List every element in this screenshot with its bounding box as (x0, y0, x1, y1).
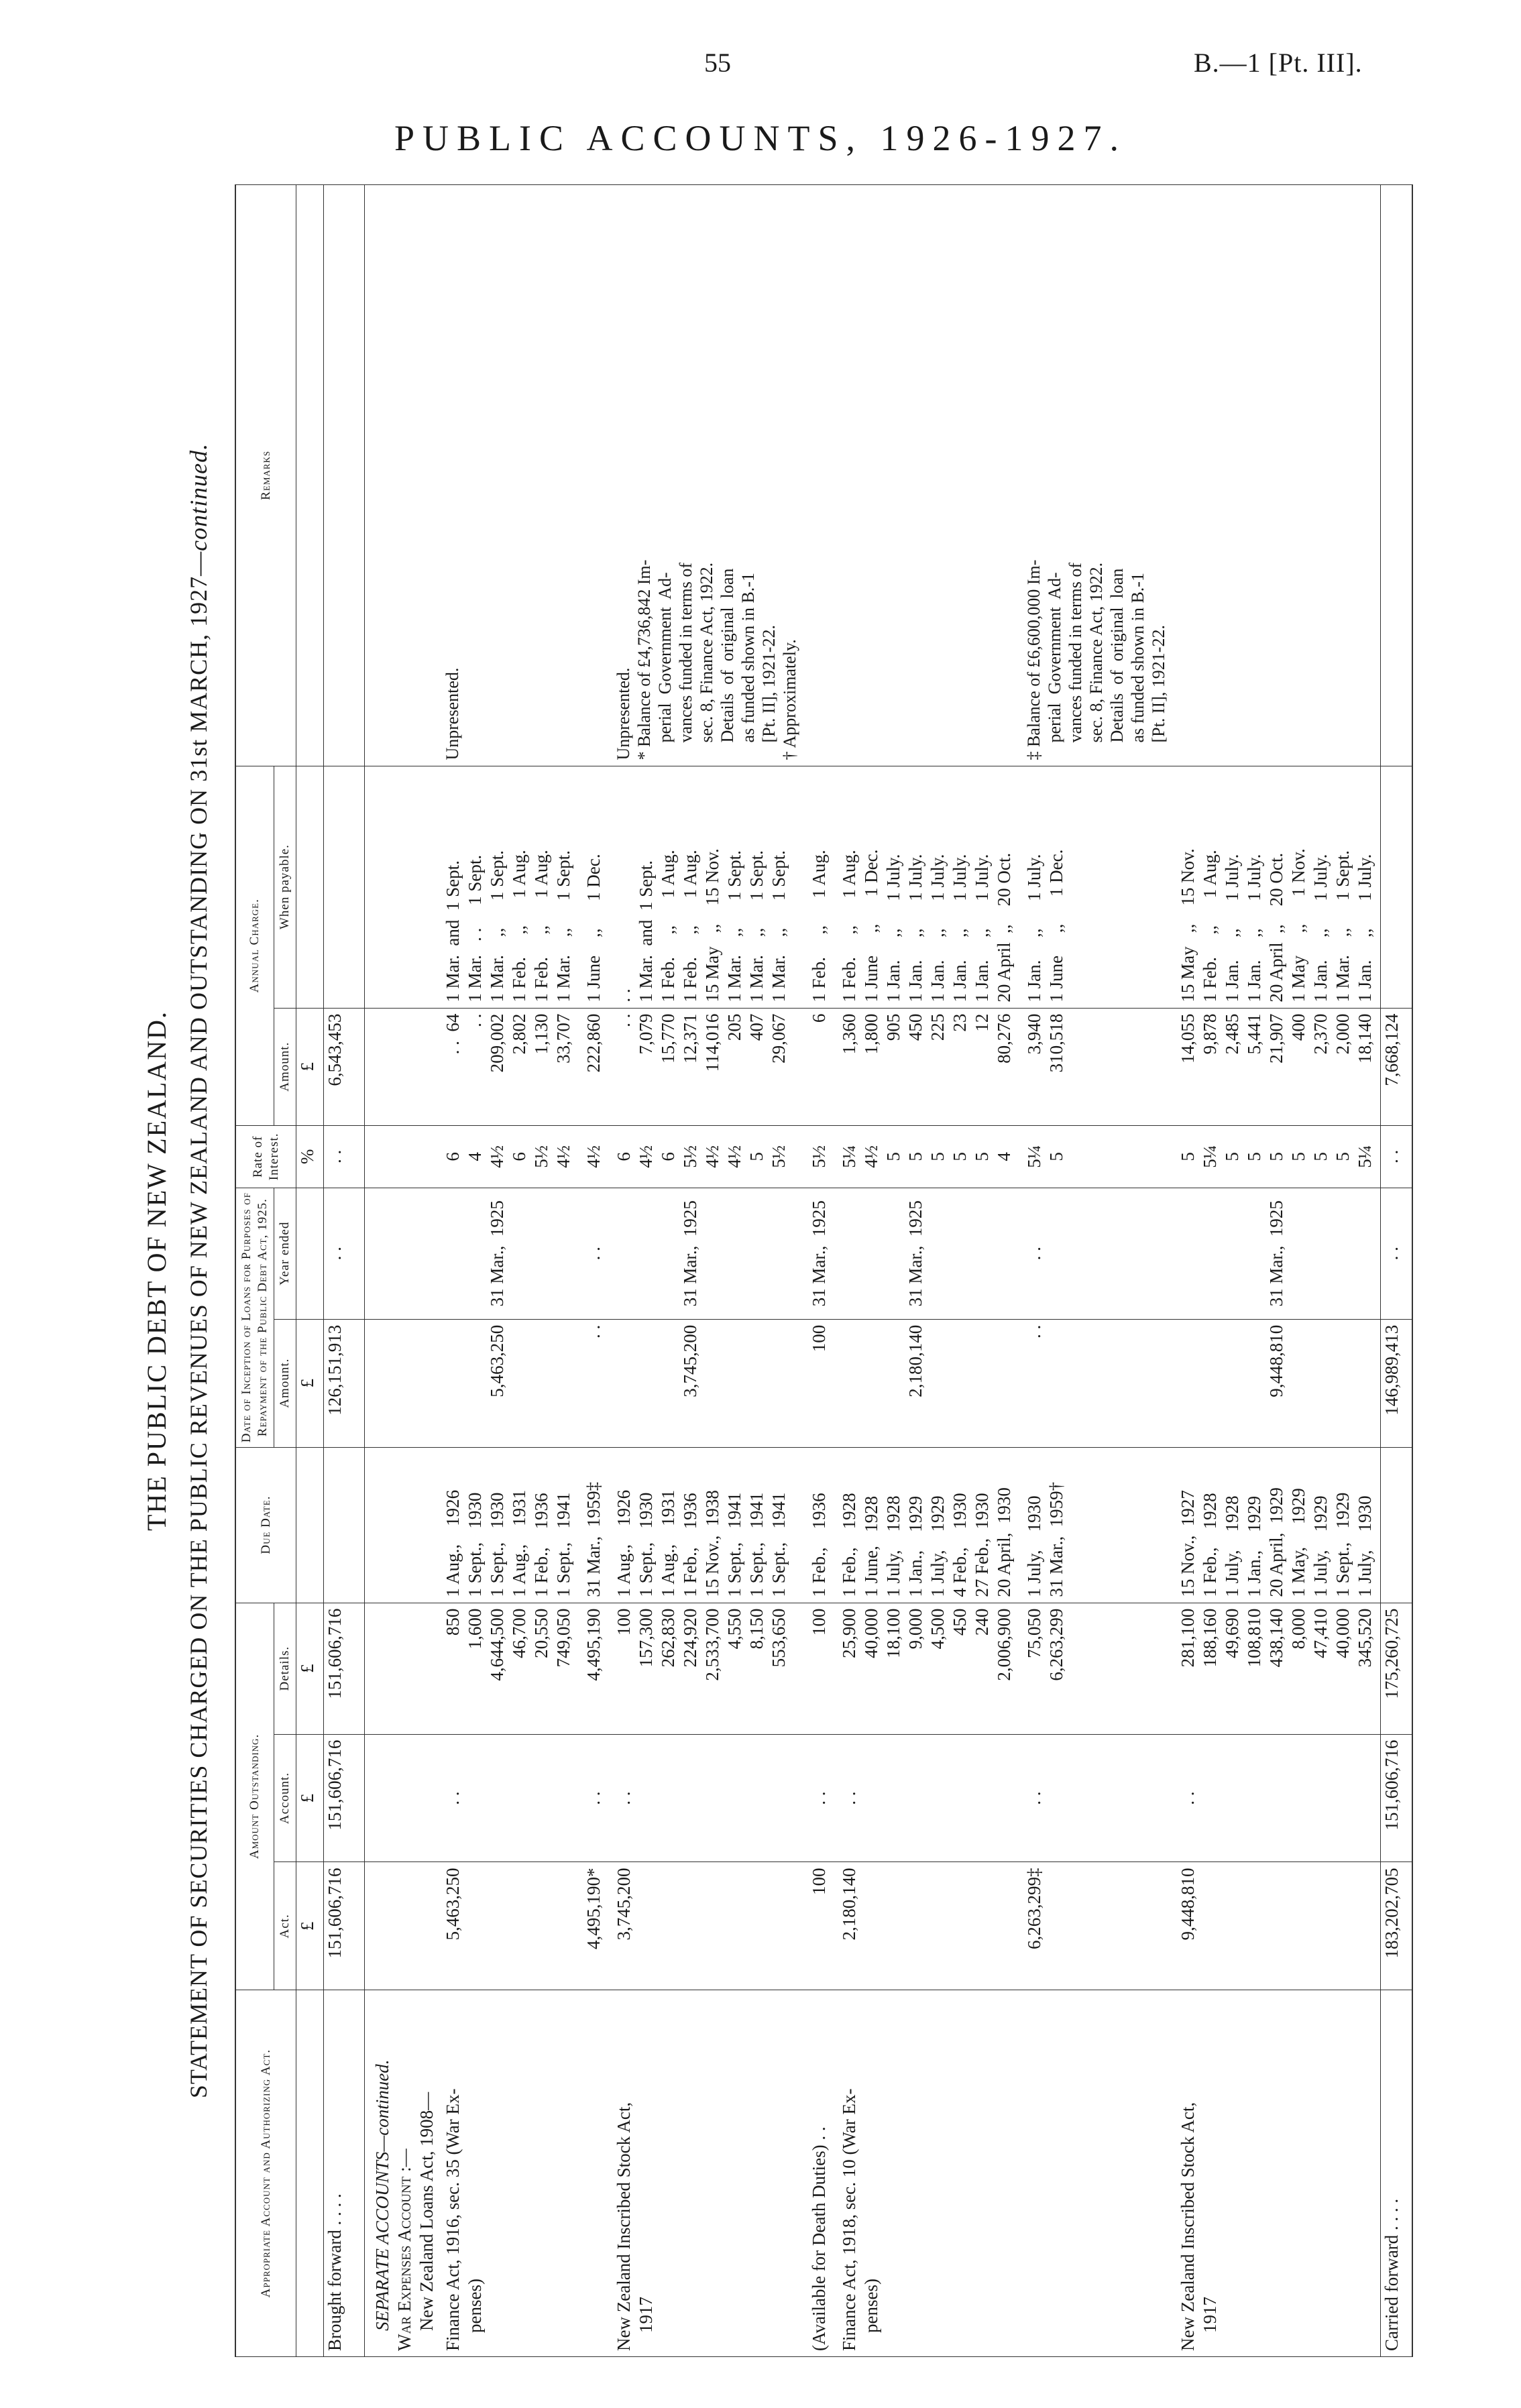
group-account: . . (579, 1734, 609, 1862)
col-due-date-header: Due Date. (235, 1447, 296, 1603)
nz-loans-heading: New Zealand Loans Act, 1908— (416, 2091, 437, 2331)
group-rows (438, 185, 1381, 2357)
group-due-dates: 1 Aug., 1926 1 Sept., 1930 1 Sept., 1930 1 Aug., 1931 1 Feb., 1936 1 Sept., 1941 (438, 1447, 579, 1603)
table-row (804, 185, 834, 2357)
table-row (1173, 185, 1381, 2357)
col-inception-amount-header: Amount. (274, 1319, 296, 1447)
brought-when (324, 766, 365, 1008)
units-act: £ (296, 1862, 324, 1990)
group-annual-amounts: . . 7,079 15,770 12,371 114,016 205 407 29,067 (609, 1008, 804, 1125)
group-inception-amount: . . (579, 1319, 609, 1447)
group-year-ended: 31 Mar., 1925 (609, 1188, 804, 1319)
group-inception-amount: 3,745,200 (609, 1319, 804, 1447)
group-rates: 5 5¼ 5 5 5 5 5 5 5¼ (1173, 1125, 1381, 1188)
group-due-dates: 1 Feb., 1936 (804, 1447, 834, 1603)
group-when-payable: 1 Feb. ,, 1 Aug. (804, 766, 834, 1008)
units-year (296, 1188, 324, 1319)
group-act: 4,495,190* (579, 1862, 609, 1990)
group-remarks (804, 185, 834, 766)
separate-accounts-heading: SEPARATE ACCOUNTS—continued. (372, 2059, 392, 2331)
brought-forward-row (324, 185, 365, 2357)
col-account-header: Appropriate Account and Authorizing Act. (235, 1990, 296, 2357)
group-due-dates: 1 July, 1930 31 Mar., 1959† (1019, 1447, 1173, 1603)
group-annual-amounts: 6 (804, 1008, 834, 1125)
units-due (296, 1447, 324, 1603)
group-remarks: Unpresented. * Balance of £4,736,842 Im- perial Government Ad- vances funded in terms of sec. 8, Finance Act, 1922. Details of original loan as funded shown in B.-1 [Pt. II], 1921-22. † Approximately. (609, 185, 804, 766)
group-remarks (834, 185, 1019, 766)
group-annual-amounts: . . 64 . . 209,002 2,802 1,130 33,707 (438, 1008, 579, 1125)
carried-inception-amount: 146,989,413 (1381, 1319, 1413, 1447)
col-details-header: Details. (274, 1603, 296, 1734)
table-row (1019, 185, 1173, 2357)
group-account: . . (1019, 1734, 1173, 1862)
brought-inception-amount: 126,151,913 (324, 1319, 365, 1447)
header-row-top (235, 185, 274, 2357)
group-label (579, 1990, 609, 2357)
group-when-payable: 1 Mar. and 1 Sept. 1 Mar. . . 1 Sept. 1 Mar. ,, 1 Sept. 1 Feb. ,, 1 Aug. 1 Feb. ,, 1 Aug. 1 Mar. ,, 1 Sept. (438, 766, 579, 1008)
brought-account: 151,606,716 (324, 1734, 365, 1862)
col-inception-header: Date of Inception of Loans for Purposes of Repayment of the Public Debt Act, 1925. (235, 1188, 274, 1447)
col-act-header: Act. (274, 1862, 296, 1990)
units-details: £ (296, 1603, 324, 1734)
carried-annual-amount: 7,668,124 (1381, 1008, 1413, 1125)
group-details: 100 157,300 262,830 224,920 2,533,700 4,550 8,150 553,650 (609, 1603, 804, 1734)
group-year-ended: 31 Mar., 1925 (1173, 1188, 1381, 1319)
group-annual-amounts: 3,940 310,518 (1019, 1008, 1173, 1125)
group-when-payable: 1 Feb. ,, 1 Aug. 1 June ,, 1 Dec. 1 Jan. ,, 1 July. 1 Jan. ,, 1 July. 1 Jan. ,, 1 July. 1 Jan. ,, 1 July. 1 Jan. ,, 1 July. 20 April ,, 20 Oct. (834, 766, 1019, 1008)
carried-act: 183,202,705 (1381, 1862, 1413, 1990)
group-label: (Available for Death Duties) . . (804, 1990, 834, 2357)
units-remarks (296, 185, 324, 766)
group-remarks: Unpresented. (438, 185, 579, 766)
col-remarks-header: Remarks (235, 185, 296, 766)
table-subtitle-main: STATEMENT OF SECURITIES CHARGED ON THE PUBLIC REVENUES OF NEW ZEALAND AND OUTSTANDING ON 31st MARCH, 1927— (185, 551, 212, 2099)
group-year-ended: 31 Mar., 1925 (804, 1188, 834, 1319)
brought-year: . . (324, 1188, 365, 1319)
table-row (579, 185, 609, 2357)
units-rate: % (296, 1125, 324, 1188)
group-rates: 5½ (804, 1125, 834, 1188)
group-when-payable: 1 Jan. ,, 1 July. 1 June ,, 1 Dec. (1019, 766, 1173, 1008)
group-year-ended: 31 Mar., 1925 (834, 1188, 1019, 1319)
carried-year: . . (1381, 1188, 1413, 1319)
group-act: 9,448,810 (1173, 1862, 1381, 1990)
table-subtitle (184, 178, 213, 2364)
landscape-page (134, 178, 1402, 2364)
brought-details: 151,606,716 (324, 1603, 365, 1734)
group-details: 75,050 6,263,299 (1019, 1603, 1173, 1734)
group-account: . . (804, 1734, 834, 1862)
group-rates: 4½ (579, 1125, 609, 1188)
group-details: 281,100 188,160 49,690 108,810 438,140 8,000 47,410 40,000 345,520 (1173, 1603, 1381, 1734)
group-act: 2,180,140 (834, 1862, 1019, 1990)
group-details: 850 1,600 4,644,500 46,700 20,550 749,050 (438, 1603, 579, 1734)
group-rates: 6 4 4½ 6 5½ 4½ (438, 1125, 579, 1188)
group-year-ended: 31 Mar., 1925 (438, 1188, 579, 1319)
group-act: 6,263,299‡ (1019, 1862, 1173, 1990)
carried-rate: . . (1381, 1125, 1413, 1188)
brought-due (324, 1447, 365, 1603)
brought-remarks (324, 185, 365, 766)
group-act: 3,745,200 (609, 1862, 804, 1990)
group-inception-amount: 2,180,140 (834, 1319, 1019, 1447)
group-due-dates: 1 Aug., 1926 1 Sept., 1930 1 Aug., 1931 1 Feb., 1936 15 Nov., 1938 1 Sept., 1941 1 Sept., 1941 1 Sept., 1941 (609, 1447, 804, 1603)
group-due-dates: 31 Mar., 1959‡ (579, 1447, 609, 1603)
group-when-payable: . . 1 Mar. and 1 Sept. 1 Feb. ,, 1 Aug. 1 Feb. ,, 1 Aug. 15 May ,, 15 Nov. 1 Mar. ,, 1 Sept. 1 Mar. ,, 1 Sept. 1 Mar. ,, 1 Sept. (609, 766, 804, 1008)
col-amount-outstanding-header: Amount Outstanding. (235, 1603, 274, 1990)
section-heading-row (365, 185, 439, 2357)
group-remarks: ‡ Balance of £6,600,000 Im- perial Government Ad- vances funded in terms of sec. 8, Finance Act, 1922. Details of original loan as funded shown in B.-1 [Pt. II], 1921-22. (1019, 185, 1173, 766)
section-heading (365, 1990, 439, 2357)
rotated-table-region (134, 178, 1402, 2364)
group-year-ended: . . (579, 1188, 609, 1319)
carried-details: 175,260,725 (1381, 1603, 1413, 1734)
group-label (1019, 1990, 1173, 2357)
group-when-payable: 15 May ,, 15 Nov. 1 Feb. ,, 1 Aug. 1 Jan. ,, 1 July. 1 Jan. ,, 1 July. 20 April ,, 20 Oct. 1 May ,, 1 Nov. 1 Jan. ,, 1 July. 1 Mar. ,, 1 Sept. 1 Jan. ,, 1 July. (1173, 766, 1381, 1008)
group-annual-amounts: 1,360 1,800 905 450 225 23 12 80,276 (834, 1008, 1019, 1125)
group-account: . . (834, 1734, 1019, 1862)
group-rates: 5¼ 5 (1019, 1125, 1173, 1188)
brought-forward-label: Brought forward . . . . (324, 1990, 365, 2357)
carried-remarks (1381, 185, 1413, 766)
units-inception-amount: £ (296, 1319, 324, 1447)
group-remarks (579, 185, 609, 766)
units-account-sub: £ (296, 1734, 324, 1862)
carried-forward-row (1381, 185, 1413, 2357)
group-act: 5,463,250 (438, 1862, 579, 1990)
carried-when (1381, 766, 1413, 1008)
group-inception-amount: . . (1019, 1319, 1173, 1447)
section-reference: B.—1 [Pt. III]. (1194, 48, 1363, 78)
col-year-ended-header: Year ended (274, 1188, 296, 1319)
running-title: PUBLIC ACCOUNTS, 1926-1927. (394, 118, 1127, 158)
table-row (438, 185, 579, 2357)
group-details: 4,495,190 (579, 1603, 609, 1734)
group-remarks (1173, 185, 1381, 766)
group-rates: 5¼ 4½ 5 5 5 5 5 4 (834, 1125, 1019, 1188)
war-expenses-heading: War Expenses Account :— (394, 2148, 414, 2351)
group-act: 100 (804, 1862, 834, 1990)
group-annual-amounts: 222,860 (579, 1008, 609, 1125)
group-inception-amount: 5,463,250 (438, 1319, 579, 1447)
col-account-sub-header: Account. (274, 1734, 296, 1862)
col-when-payable-header: When payable. (274, 766, 296, 1008)
group-when-payable: 1 June ,, 1 Dec. (579, 766, 609, 1008)
group-label: New Zealand Inscribed Stock Act, 1917 (609, 1990, 804, 2357)
units-account (296, 1990, 324, 2357)
col-annual-charge-header: Annual Charge. (235, 766, 274, 1125)
group-rates: 6 4½ 6 5½ 4½ 4½ 5 5½ (609, 1125, 804, 1188)
group-year-ended: . . (1019, 1188, 1173, 1319)
group-details: 100 (804, 1603, 834, 1734)
group-inception-amount: 9,448,810 (1173, 1319, 1381, 1447)
carried-account: 151,606,716 (1381, 1734, 1413, 1862)
table-subtitle-continued: continued. (185, 443, 212, 551)
carried-due (1381, 1447, 1413, 1603)
units-when (296, 766, 324, 1008)
table-titles (134, 178, 228, 2364)
table-title: THE PUBLIC DEBT OF NEW ZEALAND. (142, 1010, 172, 1532)
debt-ledger-table (235, 184, 1413, 2357)
group-label: Finance Act, 1916, sec. 35 (War Ex- penses) (438, 1990, 579, 2357)
col-annual-amount-header: Amount. (274, 1008, 296, 1125)
brought-annual-amount: 6,543,453 (324, 1008, 365, 1125)
group-label: New Zealand Inscribed Stock Act, 1917 (1173, 1990, 1381, 2357)
group-due-dates: 15 Nov., 1927 1 Feb., 1928 1 July, 1928 1 Jan., 1929 20 April, 1929 1 May, 1929 1 July, 1929 1 Sept., 1929 1 July, 1930 (1173, 1447, 1381, 1603)
group-account: . . (438, 1734, 579, 1862)
group-label: Finance Act, 1918, sec. 10 (War Ex- penses) (834, 1990, 1019, 2357)
carried-forward-label: Carried forward . . . . (1381, 1990, 1413, 2357)
group-due-dates: 1 Feb., 1928 1 June, 1928 1 July, 1928 1 Jan., 1929 1 July, 1929 4 Feb., 1930 27 Feb., 1930 20 April, 1930 (834, 1447, 1019, 1603)
group-inception-amount: 100 (804, 1319, 834, 1447)
group-account: . . (1173, 1734, 1381, 1862)
page-number: 55 (704, 48, 731, 78)
units-row (296, 185, 324, 2357)
brought-rate: . . (324, 1125, 365, 1188)
table-row (834, 185, 1019, 2357)
units-annual-amount: £ (296, 1008, 324, 1125)
col-rate-header: Rate of Interest. (235, 1125, 296, 1188)
group-account: . . (609, 1734, 804, 1862)
table-row (609, 185, 804, 2357)
brought-act: 151,606,716 (324, 1862, 365, 1990)
group-annual-amounts: 14,055 9,878 2,485 5,441 21,907 400 2,370 2,000 18,140 (1173, 1008, 1381, 1125)
group-details: 25,900 40,000 18,100 9,000 4,500 450 240 2,006,900 (834, 1603, 1019, 1734)
